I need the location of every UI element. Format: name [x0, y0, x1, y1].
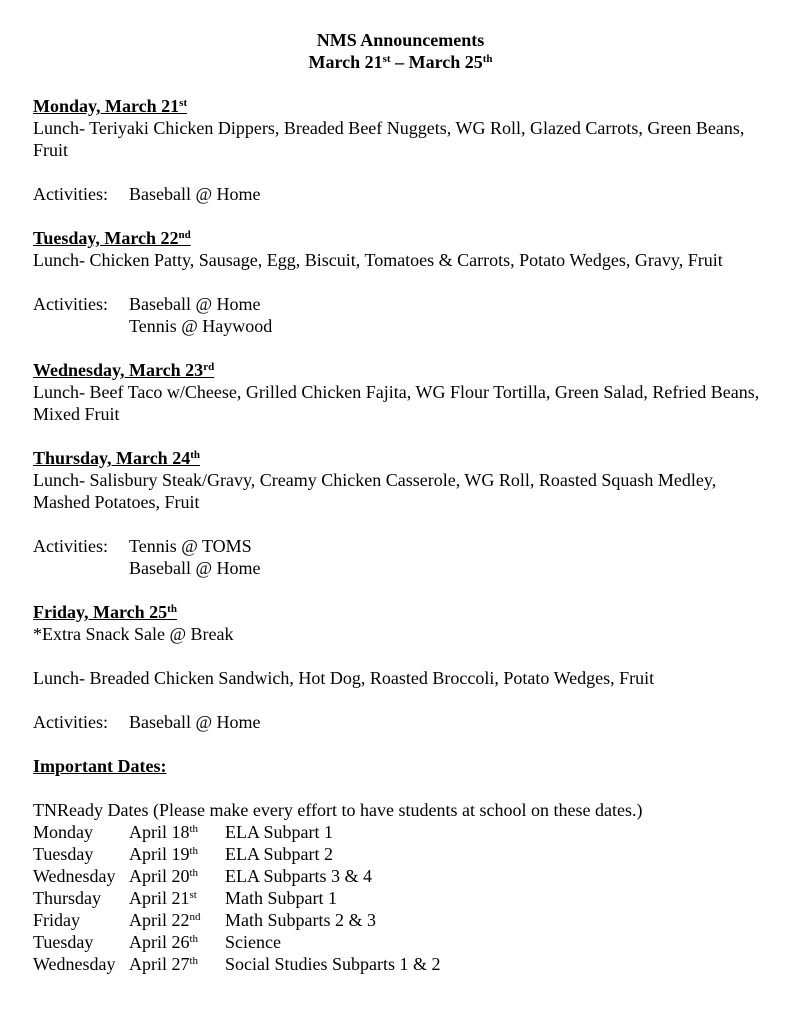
activities — [33, 293, 768, 337]
activities-label: Activities: — [33, 536, 108, 556]
activity-item: Baseball @ Home — [129, 712, 261, 732]
range-start-suffix: st — [382, 53, 391, 65]
snack-note: *Extra Snack Sale @ Break — [33, 624, 234, 644]
day-heading: Wednesday, March 23rd — [33, 360, 215, 380]
tnready-table — [33, 821, 768, 975]
activity-item: Baseball @ Home — [129, 558, 261, 578]
table-row: Wednesday April 20th ELA Subparts 3 & 4 — [33, 866, 372, 886]
activity-item: Tennis @ Haywood — [129, 316, 273, 336]
day-heading: Thursday, March 24th — [33, 448, 200, 468]
date-range — [33, 51, 768, 73]
activities-label: Activities: — [33, 184, 108, 204]
day-section-monday — [33, 95, 768, 205]
important-dates-heading: Important Dates: — [33, 756, 167, 776]
page-title: NMS Announcements — [316, 30, 485, 50]
range-end-suffix: th — [482, 53, 493, 65]
lunch-menu: Lunch- Salisbury Steak/Gravy, Creamy Chicken Casserole, WG Roll, Roasted Squash Medley, Mashed Potatoes, Fruit — [33, 470, 717, 512]
day-heading: Monday, March 21st — [33, 96, 188, 116]
activities-label: Activities: — [33, 712, 108, 732]
tnready-intro: TNReady Dates (Please make every effort to have students at school on these dates.) — [33, 800, 643, 820]
day-section-friday — [33, 601, 768, 733]
activity-item: Baseball @ Home — [129, 184, 261, 204]
lunch-menu: Lunch- Chicken Patty, Sausage, Egg, Biscuit, Tomatoes & Carrots, Potato Wedges, Gravy, Fruit — [33, 250, 723, 270]
activities — [33, 711, 768, 733]
table-row: Wednesday April 27th Social Studies Subparts 1 & 2 — [33, 954, 441, 974]
day-heading: Friday, March 25th — [33, 602, 177, 622]
lunch-menu: Lunch- Beef Taco w/Cheese, Grilled Chicken Fajita, WG Flour Tortilla, Green Salad, Refried Beans, Mixed Fruit — [33, 382, 760, 424]
announcement-page — [33, 29, 768, 975]
range-end: March 25 — [408, 52, 483, 72]
activities — [33, 183, 768, 205]
day-section-thursday — [33, 447, 768, 579]
important-dates-section — [33, 755, 768, 975]
activities — [33, 535, 768, 579]
range-start: March 21 — [308, 52, 383, 72]
table-row: Monday April 18th ELA Subpart 1 — [33, 822, 333, 842]
activities-label: Activities: — [33, 294, 108, 314]
lunch-menu: Lunch- Breaded Chicken Sandwich, Hot Dog, Roasted Broccoli, Potato Wedges, Fruit — [33, 668, 655, 688]
activity-item: Baseball @ Home — [129, 294, 261, 314]
table-row: Friday April 22nd Math Subparts 2 & 3 — [33, 910, 376, 930]
table-row: Thursday April 21st Math Subpart 1 — [33, 888, 337, 908]
table-row: Tuesday April 19th ELA Subpart 2 — [33, 844, 333, 864]
range-separator: – — [390, 52, 409, 72]
lunch-menu: Lunch- Teriyaki Chicken Dippers, Breaded Beef Nuggets, WG Roll, Glazed Carrots, Green Beans, Fruit — [33, 118, 745, 160]
table-row: Tuesday April 26th Science — [33, 932, 281, 952]
day-heading: Tuesday, March 22nd — [33, 228, 191, 248]
day-section-tuesday — [33, 227, 768, 337]
activity-item: Tennis @ TOMS — [129, 536, 252, 556]
day-section-wednesday — [33, 359, 768, 425]
